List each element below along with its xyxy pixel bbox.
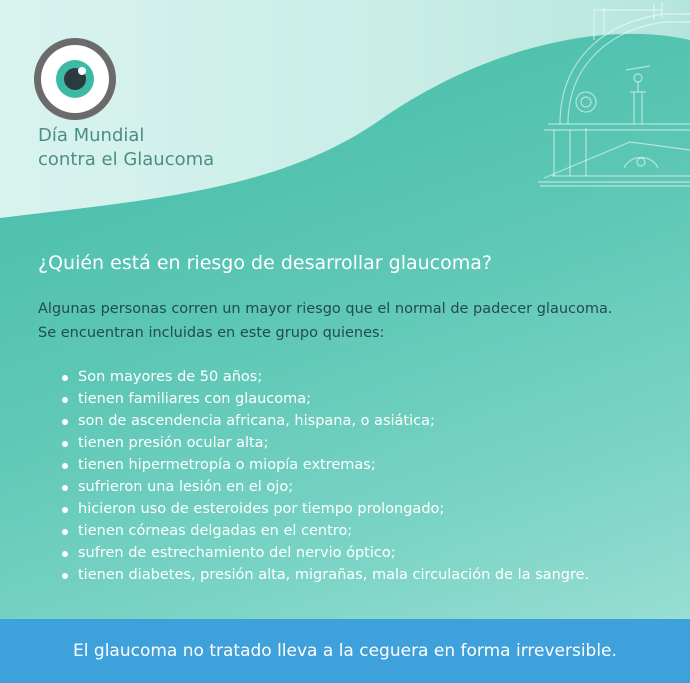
intro-paragraph [38,297,668,345]
list-item: hicieron uso de esteroides por tiempo prolongado; [60,498,589,520]
list-item: tienen diabetes, presión alta, migrañas, mala circulación de la sangre. [60,564,589,586]
brand-line-1: Día Mundial [38,125,145,146]
list-item: tienen hipermetropía o miopía extremas; [60,454,589,476]
footer-banner [0,619,690,683]
list-item: sufrieron una lesión en el ojo; [60,476,589,498]
eye-icon [34,38,116,120]
brand-line-2: contra el Glaucoma [38,149,215,170]
list-item: tienen familiares con glaucoma; [60,388,589,410]
list-item: tienen córneas delgadas en el centro; [60,520,589,542]
list-item: sufren de estrechamiento del nervio óptico; [60,542,589,564]
brand-title [38,124,214,172]
building-dome-icon [534,0,690,190]
risk-factor-list [60,366,589,586]
footer-message: El glaucoma no tratado lleva a la ceguera en forma irreversible. [73,641,617,661]
intro-line-2: Se encuentran incluidas en este grupo quienes: [38,325,385,341]
list-item: tienen presión ocular alta; [60,432,589,454]
list-item: son de ascendencia africana, hispana, o asiática; [60,410,589,432]
list-item: Son mayores de 50 años; [60,366,589,388]
section-heading: ¿Quién está en riesgo de desarrollar glaucoma? [38,252,492,274]
intro-line-1: Algunas personas corren un mayor riesgo que el normal de padecer glaucoma. [38,301,613,317]
